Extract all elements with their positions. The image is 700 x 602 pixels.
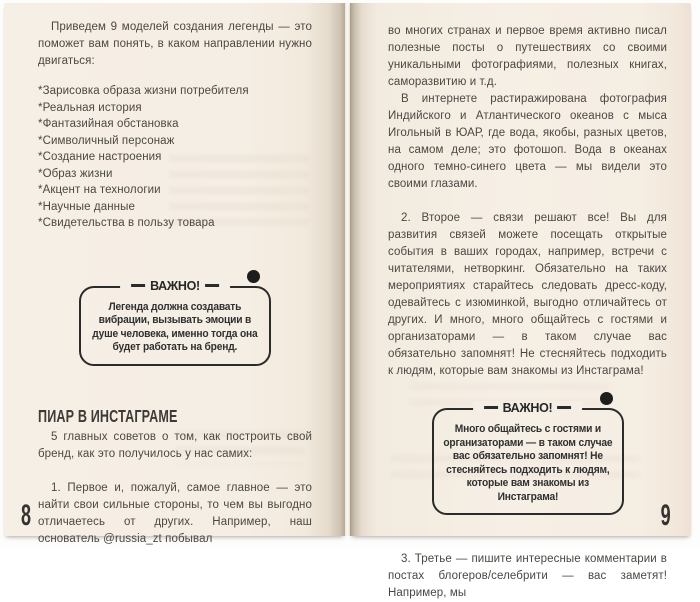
legend-models-list (38, 83, 312, 232)
important-note-box (79, 278, 271, 366)
internet-paragraph: В интернете растиражирована фотография Индийского и Атлантического океанов с мыса Игольный в ЮАР, где вода, якобы, разных цветов, на самом деле; это фотошоп. Вода в океанах одного темно-синего цвета — мы видели это своими глазами. (388, 93, 667, 190)
list-item: *Образ жизни (38, 167, 113, 180)
section-heading (38, 407, 312, 425)
tip-3-paragraph: 3. Третье — пишите интересные комментарии в постах блогеров/селебрити — вас заметят! Например, мы (388, 553, 667, 599)
tips-intro-paragraph: 5 главных советов о том, как построить свой бренд, как это получилось у нас самих: (38, 430, 312, 460)
continuation-paragraph: во многих странах и первое время активно писал полезные посты о путешествиях со своими уникальными фотографиями, полезных книгах, саморазвитию и т.д. (388, 25, 667, 88)
black-dot-icon (600, 392, 613, 405)
page-number-left: 8 (21, 499, 32, 532)
tip-2-paragraph: 2. Второе — связи решают все! Вы для развития связей можете посещать открытые события в ваших городах, например, встречи с читателями, нетворкинг. Обязательно на таких мероприятиях старайтесь следовать дресс-коду, одевайтесь с изюминкой, выгодно отличайтесь от других. И много, много общайтесь с гостями и организаторами — в таком случае вас обязательно запомнят! Не стесняйтесь подходить к людям, которые вам знакомы из Инстаграма! (388, 212, 667, 377)
list-item: *Создание настроения (38, 151, 162, 163)
important-note-frame (432, 401, 624, 515)
important-note-frame (79, 278, 271, 366)
important-note-title: ВАЖНО! (473, 401, 583, 415)
left-page (4, 3, 345, 545)
important-note-text: Много общайтесь с гостями и организаторами — в таком случае вас обязательно запомнят! Не стесняйтесь подходить к людям, которые вам знакомы из Инстаграма! (442, 423, 613, 503)
list-item: *Зарисовка образа жизни потребителя (38, 85, 249, 97)
right-page (350, 3, 691, 599)
black-dot-icon (247, 270, 260, 283)
list-item: *Символичный персонаж (38, 134, 175, 147)
right-page-content (350, 3, 691, 599)
list-item: *Свидетельства в пользу товара (38, 217, 215, 229)
intro-paragraph: Приведем 9 моделей создания легенды — это поможет вам понять, в каком направлении нужно двигаться: (38, 21, 312, 67)
important-note-title: ВАЖНО! (120, 279, 230, 293)
left-page-content (4, 3, 345, 545)
section-heading-text: ПИАР В ИНСТАГРАМЕ (38, 405, 178, 426)
list-item: *Акцент на технологии (38, 184, 161, 196)
page-number-right: 9 (660, 499, 671, 532)
tip-1-paragraph: 1. Первое и, пожалуй, самое главное — это найти свои сильные стороны, то чем вы выгодно отличаетесь от других. Например, наш основатель @russia_zt побывал (38, 481, 312, 545)
list-item: *Научные данные (38, 200, 135, 213)
important-note-text: Легенда должна создавать вибрации, вызывать эмоции в душе человека, именно тогда она будет работать на бренд. (92, 300, 258, 353)
important-note-box (432, 401, 624, 515)
list-item: *Реальная история (38, 101, 142, 114)
list-item: *Фантазийная обстановка (38, 118, 179, 130)
